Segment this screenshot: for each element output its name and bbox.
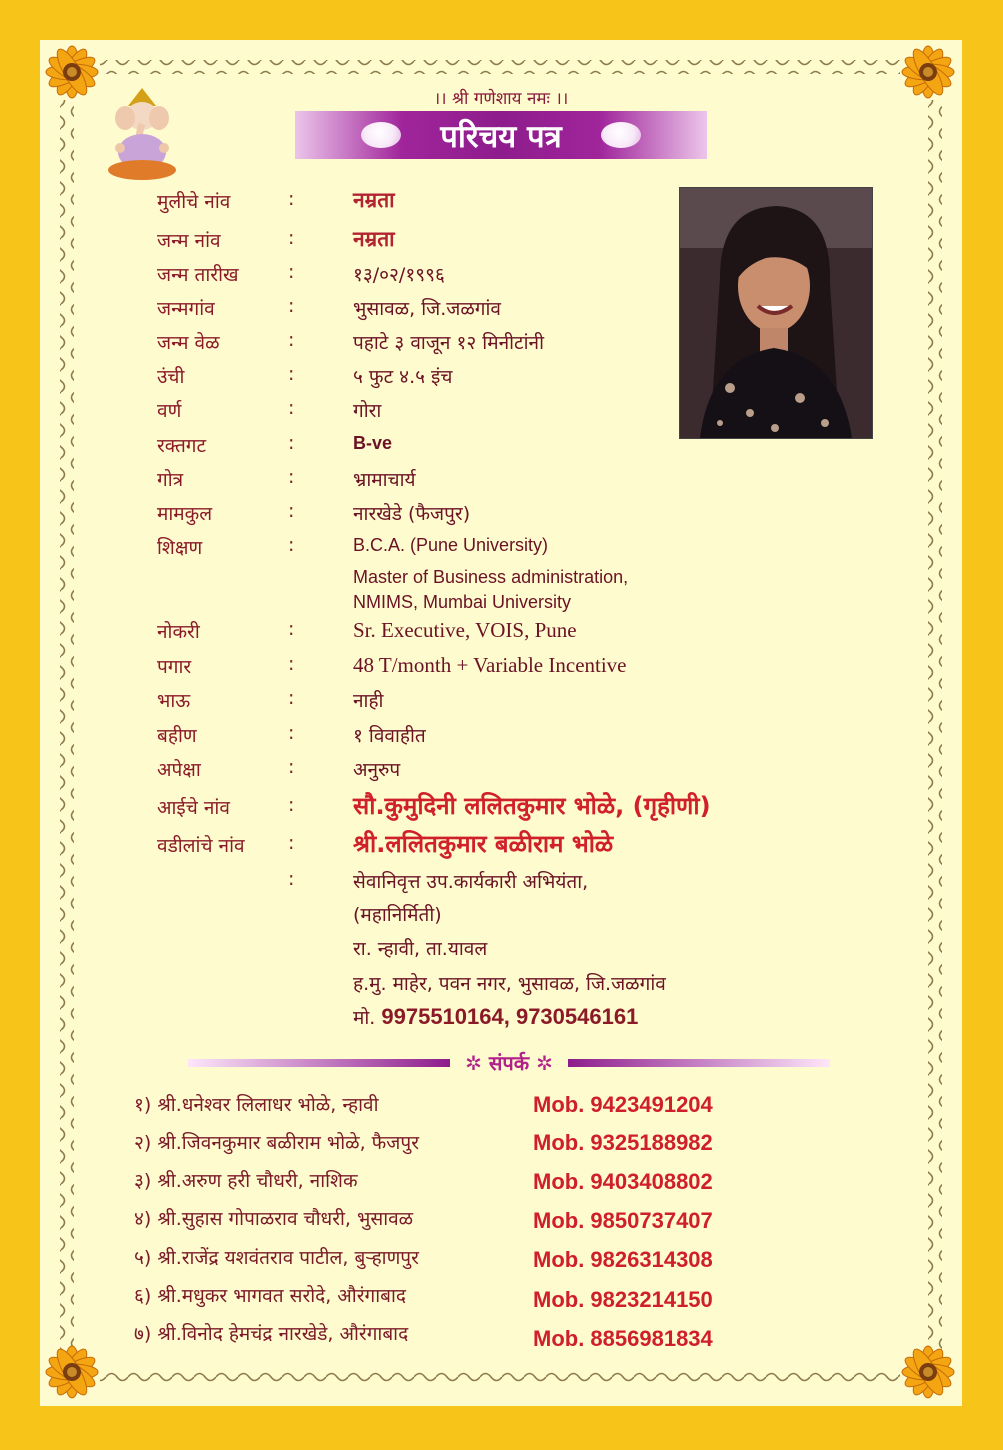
colon: : (288, 653, 295, 675)
education-value-2: Master of Business administration, (353, 567, 629, 587)
contact-name: ३) श्री.अरुण हरी चौधरी, नाशिक (134, 1170, 358, 1192)
height-value: ५ फुट ४.५ इंच (353, 366, 453, 388)
colon: : (288, 618, 295, 640)
education-value-1: B.C.A. (Pune University) (353, 535, 549, 555)
contact-mobile: Mob. 9325188982 (533, 1130, 713, 1155)
address-line-2: ह.मु. माहेर, पवन नगर, भुसावळ, जि.जळगांव (353, 973, 666, 995)
dob-label: जन्म तारीख (157, 264, 239, 286)
colon: : (288, 397, 295, 419)
complexion-label: वर्ण (157, 400, 182, 422)
flower-icon (896, 1340, 960, 1404)
colon: : (288, 432, 295, 454)
mother-label: आईचे नांव (157, 797, 230, 819)
contact-name: ७) श्री.विनोद हेमचंद्र नारखेडे, औरंगाबाद (134, 1323, 409, 1345)
sister-label: बहीण (157, 725, 197, 747)
brother-label: भाऊ (157, 690, 191, 712)
colon: : (288, 687, 295, 709)
complexion-value: गोरा (353, 400, 382, 422)
colon: : (288, 466, 295, 488)
salary-label: पगार (157, 656, 192, 678)
mobile-row (353, 1004, 638, 1030)
job-value: Sr. Executive, VOIS, Pune (353, 618, 577, 642)
height-label: उंची (157, 366, 185, 388)
name-value: नम्रता (353, 188, 395, 212)
mother-value: सौ.कुमुदिनी ललितकुमार भोळे, (गृहीणी) (353, 792, 711, 820)
contact-name: ६) श्री.मधुकर भागवत सरोदे, औरंगाबाद (134, 1285, 406, 1307)
father-value: श्री.ललितकुमार बळीराम भोळे (353, 830, 614, 858)
expectation-label: अपेक्षा (157, 759, 201, 781)
salary-value: 48 T/month + Variable Incentive (353, 653, 627, 677)
colon: : (288, 261, 295, 283)
contact-heading: ✲ संपर्क ✲ (465, 1051, 553, 1075)
colon: : (288, 794, 295, 816)
education-label: शिक्षण (157, 537, 203, 559)
birthplace-label: जन्मगांव (157, 298, 215, 320)
colon: : (288, 295, 295, 317)
contact-divider (188, 1051, 830, 1075)
profile-photo (679, 187, 873, 439)
sister-value: १ विवाहीत (353, 725, 426, 747)
birthplace-value: भुसावळ, जि.जळगांव (353, 298, 501, 320)
colon: : (288, 227, 295, 249)
father-detail-1: सेवानिवृत्त उप.कार्यकारी अभियंता, (353, 871, 589, 893)
invocation-text: ।। श्री गणेशाय नमः ।। (433, 89, 569, 109)
mamkul-value: नारखेडे (फैजपुर) (353, 503, 471, 525)
page-title: परिचय पत्र (440, 119, 562, 155)
expectation-value: अनुरुप (353, 759, 401, 781)
father-label: वडीलांचे नांव (157, 835, 245, 857)
brother-value: नाही (353, 690, 384, 712)
blood-group-label: रक्तगट (157, 435, 207, 457)
job-label: नोकरी (157, 621, 200, 643)
colon: : (288, 500, 295, 522)
birth-name-value: नम्रता (353, 227, 395, 251)
colon: : (288, 868, 295, 890)
birth-time-value: पहाटे ३ वाजून १२ मिनीटांनी (353, 332, 545, 354)
father-detail-2: (महानिर्मिती) (353, 904, 442, 926)
contact-mobile: Mob. 8856981834 (533, 1326, 713, 1351)
gotra-label: गोत्र (157, 469, 184, 491)
contact-mobile: Mob. 9423491204 (533, 1092, 713, 1117)
divider-bar-right (568, 1059, 830, 1067)
contact-name: ५) श्री.राजेंद्र यशवंतराव पाटील, बुऱ्हाणपुर (134, 1247, 419, 1269)
contact-mobile: Mob. 9850737407 (533, 1208, 713, 1233)
birth-time-label: जन्म वेळ (157, 332, 220, 354)
colon: : (288, 534, 295, 556)
dob-value: १३/०२/१९९६ (353, 264, 445, 286)
address-line-1: रा. न्हावी, ता.यावल (353, 938, 488, 960)
colon: : (288, 756, 295, 778)
divider-bar-left (188, 1059, 450, 1067)
contact-name: १) श्री.धनेश्वर लिलाधर भोळे, न्हावी (134, 1094, 379, 1116)
mobile-prefix: मो. (353, 1007, 376, 1029)
mamkul-label: मामकुल (157, 503, 213, 525)
title-banner (295, 111, 707, 159)
colon: : (288, 188, 295, 210)
biodata-card (40, 40, 962, 1406)
contact-mobile: Mob. 9826314308 (533, 1247, 713, 1272)
mobile-numbers: 9975510164, 9730546161 (381, 1004, 639, 1029)
birth-name-label: जन्म नांव (157, 230, 221, 252)
contact-mobile: Mob. 9403408802 (533, 1169, 713, 1194)
name-label: मुलीचे नांव (157, 191, 231, 213)
education-value-3: NMIMS, Mumbai University (353, 592, 572, 612)
contact-name: २) श्री.जिवनकुमार बळीराम भोळे, फैजपुर (134, 1132, 419, 1154)
flower-icon (40, 1340, 104, 1404)
colon: : (288, 722, 295, 744)
contact-name: ४) श्री.सुहास गोपाळराव चौधरी, भुसावळ (134, 1208, 414, 1230)
contact-mobile: Mob. 9823214150 (533, 1287, 713, 1312)
colon: : (288, 363, 295, 385)
gotra-value: भ्रामाचार्य (353, 469, 416, 491)
colon: : (288, 832, 295, 854)
colon: : (288, 329, 295, 351)
blood-group-value: B-ve (353, 433, 393, 453)
